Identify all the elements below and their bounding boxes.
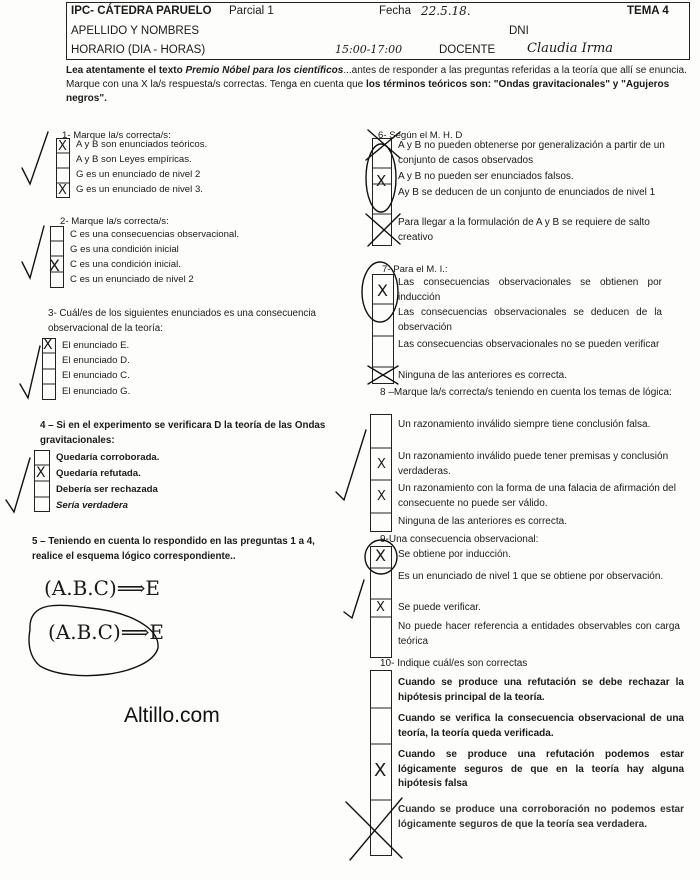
checkmark xyxy=(6,458,30,512)
q8-option-3: Un razonamiento con la forma de una falacia de afirmación del consecuente no puede ser válido. xyxy=(398,483,676,509)
q2-option-3: C es una condición inicial. xyxy=(70,259,181,270)
q9-option-4: No puede hacer referencia a entidades observables con carga teórica xyxy=(398,621,680,647)
q3-mark-1[interactable]: X xyxy=(43,337,53,353)
q1-mark-1[interactable]: X xyxy=(58,139,67,154)
docente-value: Claudia Irma xyxy=(527,41,614,56)
answer-circle xyxy=(362,262,398,322)
strike-x xyxy=(366,214,400,246)
answer-circle xyxy=(365,540,397,574)
q10-option-4: Cuando se produce una corroboración no podemos estar lógicamente seguros de que la teoría sea verdadera. xyxy=(398,804,684,830)
q10-title: 10- Indique cuál/es son correctas xyxy=(380,658,528,669)
q6-mark-2[interactable]: X xyxy=(376,172,387,190)
q9-mark-1[interactable]: X xyxy=(375,546,386,565)
horario-label: HORARIO (DIA - HORAS) xyxy=(71,44,206,56)
q7-option-4: Ninguna de las anteriores es correcta. xyxy=(398,370,567,381)
course-title: IPC- CÁTEDRA PARUELO xyxy=(71,5,212,17)
q1-option-4: G es un enunciado de nivel 3. xyxy=(76,184,203,195)
q3-option-2: El enunciado D. xyxy=(62,355,130,366)
strike-x xyxy=(368,366,398,384)
q6-option-2: A y B no pueden ser enunciados falsos. xyxy=(398,171,574,182)
answer-circle xyxy=(29,605,158,675)
q2-title: 2- Marque la/s correcta/s: xyxy=(60,216,169,227)
q7-option-1: Las consecuencias observacionales se obtienen por inducción xyxy=(398,277,662,303)
checkmark xyxy=(336,430,366,500)
q3-title: 3- Cuál/es de los siguientes enunciados es una consecuencia observacional de la teoría: xyxy=(48,308,316,334)
q2-option-2: G es una condición inicial xyxy=(70,244,179,255)
q9-title: 9-Una consecuencia observacional: xyxy=(380,534,539,545)
checkmark xyxy=(22,132,48,184)
horario-value: 15:00-17:00 xyxy=(335,43,403,56)
q7-option-2: Las consecuencias observacionales se deducen de la observación xyxy=(398,307,662,333)
q1-option-1: A y B son enunciados teóricos. xyxy=(76,139,208,150)
q9-option-2: Es un enunciado de nivel 1 que se obtiene por observación. xyxy=(398,571,664,582)
q9-mark-3[interactable]: X xyxy=(376,600,385,615)
apellido-label: APELLIDO Y NOMBRES xyxy=(71,25,200,37)
q8-option-2: Un razonamiento inválido puede tener premisas y conclusión verdaderas. xyxy=(398,451,669,477)
q4-option-1: Quedaría corroborada. xyxy=(56,452,160,463)
dni-label: DNI xyxy=(509,25,529,37)
q5-title: 5 – Teniendo en cuenta lo respondido en las preguntas 1 a 4, realice el esquema lógico correspondiente.. xyxy=(32,536,315,562)
q9-option-1: Se obtiene por inducción. xyxy=(398,549,511,560)
q7-option-3: Las consecuencias observacionales no se pueden verificar xyxy=(398,339,660,350)
checkmark xyxy=(344,580,364,618)
q6-title: 6- Según el M. H. D xyxy=(378,130,463,141)
q7-title: 7- Para el M. I.: xyxy=(382,264,448,275)
q8-option-1: Un razonamiento inválido siempre tiene conclusión falsa. xyxy=(398,419,651,430)
q10-option-2: Cuando se verifica la consecuencia observacional de una teoría, la teoría queda verificada. xyxy=(398,713,684,739)
docente-label: DOCENTE xyxy=(439,44,496,56)
q8-mark-2[interactable]: X xyxy=(377,457,386,472)
q5-answer-1: (A.B.C)⟹E xyxy=(44,576,161,600)
q4-option-2: Quedaría refutada. xyxy=(56,468,141,479)
q2-option-4: C es un enunciado de nivel 2 xyxy=(70,274,194,285)
q10-option-3: Cuando se produce una refutación podemos estar lógicamente seguros de que en la teoría hay alguna hipótesis falsa xyxy=(398,749,684,789)
q2-mark-3[interactable]: X xyxy=(49,256,60,275)
q1-mark-4[interactable]: X xyxy=(58,183,67,198)
watermark: Altillo.com xyxy=(124,704,220,727)
fecha-value: 22.5.18. xyxy=(421,4,471,18)
q6-option-3: Ay B se deducen de un conjunto de enunciados de nivel 1 xyxy=(398,187,656,198)
q8-mark-3[interactable]: X xyxy=(377,489,386,504)
q6-option-1: A y B no pueden obtenerse por generalización a partir de un conjunto de casos observados xyxy=(398,140,665,166)
checkmark xyxy=(20,346,40,398)
q7-mark-1[interactable]: X xyxy=(377,281,388,300)
instructions: Lea atentamente el texto Premio Nóbel para los científicos...antes de responder a las preguntas referidas a la teoría que allí se enuncia. Marque con una X la/s respuesta/s correctas. Tenga en cuenta que los términos teóricos son: "Ondas gravitacionales" y "Agujeros negros". xyxy=(66,65,687,104)
strike-x xyxy=(346,798,402,860)
q10-option-1: Cuando se produce una refutación se debe rechazar la hipótesis principal de la teoría. xyxy=(398,677,684,703)
q1-title: 1- Marque la/s correcta/s: xyxy=(62,130,171,141)
q6-option-4: Para llegar a la formulación de A y B se requiere de salto creativo xyxy=(398,217,650,243)
answer-circle xyxy=(366,144,396,212)
q4-mark-2[interactable]: X xyxy=(36,465,46,481)
q1-option-3: G es un enunciado de nivel 2 xyxy=(76,169,201,180)
q1-option-2: A y B son Leyes empíricas. xyxy=(76,154,192,165)
fecha-label: Fecha xyxy=(379,5,411,17)
q4-option-4: Sería verdadera xyxy=(56,500,128,511)
q2-option-1: C es una consecuencias observacional. xyxy=(70,229,240,240)
tema-label: TEMA 4 xyxy=(627,5,669,17)
q4-option-3: Debería ser rechazada xyxy=(56,484,158,495)
q8-option-4: Ninguna de las anteriores es correcta. xyxy=(398,516,567,527)
q3-option-1: El enunciado E. xyxy=(62,340,130,351)
checkmark xyxy=(22,226,44,278)
q3-option-4: El enunciado G. xyxy=(62,386,131,397)
q8-title: 8 –Marque la/s correcta/s teniendo en cuenta los temas de lógica: xyxy=(380,387,672,398)
q9-option-3: Se puede verificar. xyxy=(398,602,481,613)
q5-answer-2: (A.B.C)⟹E xyxy=(48,620,165,644)
exam-label: Parcial 1 xyxy=(229,5,274,17)
q4-title: 4 – Si en el experimento se verificara D la teoría de las Ondas gravitacionales: xyxy=(40,420,326,446)
q3-option-3: El enunciado C. xyxy=(62,370,130,381)
q10-mark-3[interactable]: X xyxy=(374,760,387,781)
